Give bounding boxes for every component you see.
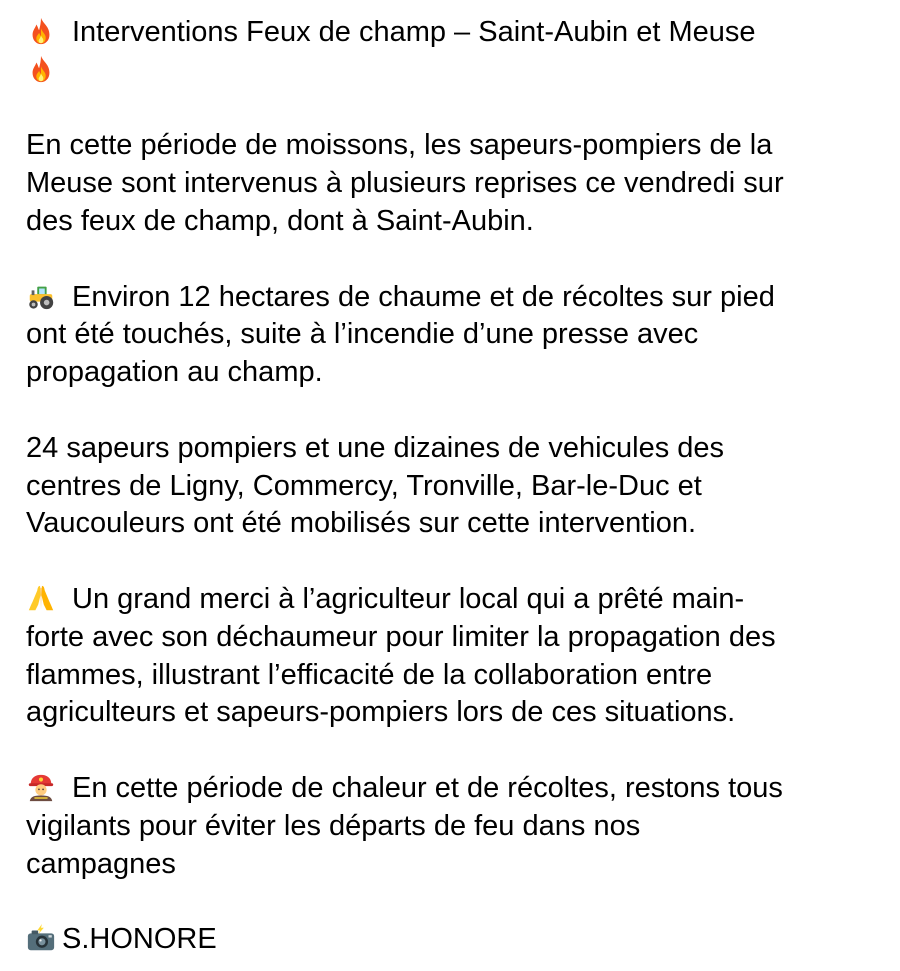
paragraph-3-line: Vaucouleurs ont été mobilisés sur cette intervention. — [26, 507, 697, 540]
post-title — [26, 14, 886, 52]
tractor-icon — [26, 281, 56, 311]
paragraph-3-line: centres de Ligny, Commercy, Tronville, Bar-le-Duc et — [26, 469, 702, 502]
fire-icon — [26, 16, 56, 46]
paragraph-2-text: Environ 12 hectares de chaume et de récoltes sur pied — [72, 280, 775, 313]
paragraph-5-line: vigilants pour éviter les départs de feu dans nos — [26, 809, 641, 842]
paragraph-4-text: Un grand merci à l’agriculteur local qui a prêté main- — [72, 582, 745, 615]
paragraph-3-line: 24 sapeurs pompiers et une dizaines de vehicules des — [26, 431, 725, 464]
paragraph-1-line: des feux de champ, dont à Saint-Aubin. — [26, 204, 534, 237]
paragraph-2-line: propagation au champ. — [26, 356, 323, 389]
post-title-text: Interventions Feux de champ – Saint-Aubin et Meuse — [72, 16, 756, 48]
paragraph-5-line — [26, 770, 886, 808]
paragraph-5-text: En cette période de chaleur et de récoltes, restons tous — [72, 771, 783, 804]
paragraph-5-line: campagnes — [26, 847, 176, 880]
paragraph-2-line: ont été touchés, suite à l’incendie d’une presse avec — [26, 318, 699, 351]
post-title-end — [26, 52, 886, 90]
paragraph-4-line: agriculteurs et sapeurs-pompiers lors de ces situations. — [26, 696, 736, 729]
folded-hands-icon — [26, 583, 56, 613]
paragraph-4-line: flammes, illustrant l’efficacité de la collaboration entre — [26, 658, 713, 691]
paragraph-1-line: Meuse sont intervenus à plusieurs reprises ce vendredi sur — [26, 167, 784, 200]
firefighter-icon — [26, 772, 56, 802]
paragraph-2-line — [26, 279, 886, 317]
paragraph-1-line: En cette période de moissons, les sapeurs-pompiers de la — [26, 129, 773, 162]
post-text — [26, 14, 886, 959]
camera-flash-icon — [26, 923, 56, 953]
photo-credit — [26, 921, 886, 959]
fire-icon — [26, 54, 56, 84]
paragraph-4-line — [26, 581, 886, 619]
paragraph-4-line: forte avec son déchaumeur pour limiter la propagation des — [26, 620, 776, 653]
photo-credit-text: S.HONORE — [62, 923, 217, 956]
